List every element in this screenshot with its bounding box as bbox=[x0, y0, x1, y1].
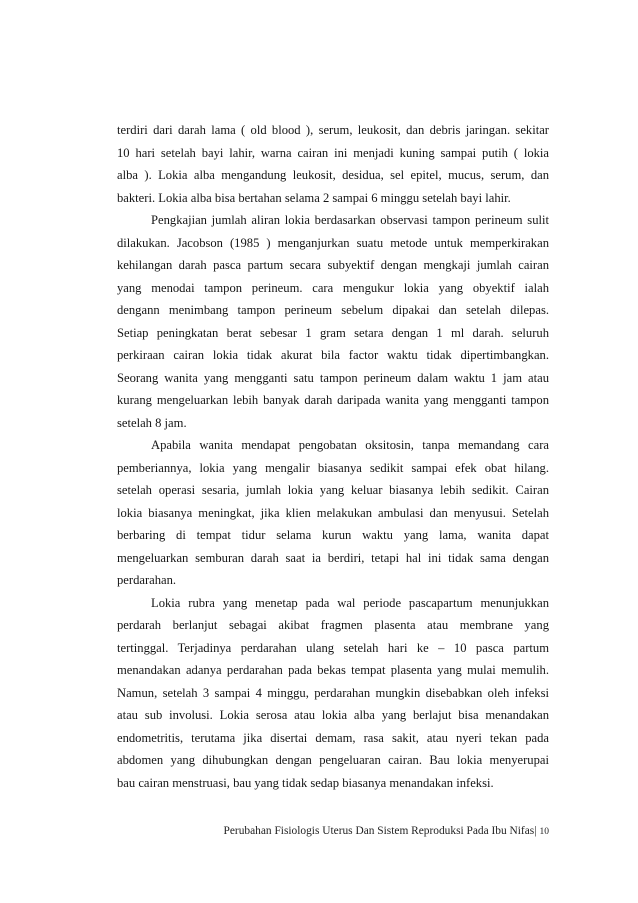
text-line: Lokia rubra yang menetap pada wal periode pascapartum menunjukkan bbox=[151, 595, 549, 610]
text-line: perkiraan cairan lokia tidak akurat bila factor waktu tidak dipertimbangkan. bbox=[117, 348, 549, 362]
text-line: dengann menimbang tampon perineum sebelum dipakai dan setelah dilepas. bbox=[117, 303, 549, 317]
text-line: bakteri. Lokia alba bisa bertahan selama 2 sampai 6 minggu setelah bayi lahir. bbox=[117, 190, 511, 205]
body-text bbox=[117, 119, 549, 794]
text-line: endometritis, terutama jika disertai demam, rasa sakit, atau nyeri tekan pada bbox=[117, 730, 549, 745]
paragraph bbox=[117, 209, 549, 434]
page-number: 10 bbox=[539, 827, 549, 837]
text-line: abdomen yang dihubungkan dengan pengeluaran cairan. Bau lokia menyerupai bbox=[117, 753, 549, 767]
text-line: dilakukan. Jacobson (1985 ) menganjurkan suatu metode untuk memperkirakan bbox=[117, 235, 549, 250]
text-line: Pengkajian jumlah aliran lokia berdasarkan observasi tampon perineum sulit bbox=[151, 213, 549, 227]
text-line: Namun, setelah 3 sampai 4 minggu, perdarahan mungkin disebabkan oleh infeksi bbox=[117, 685, 549, 700]
text-line: tertinggal. Terjadinya perdarahan ulang setelah hari ke – 10 pasca partum bbox=[117, 640, 549, 655]
text-line: perdarahan. bbox=[117, 573, 177, 587]
footer-title: Perubahan Fisiologis Uterus Dan Sistem Reproduksi Pada Ibu Nifas bbox=[223, 825, 535, 837]
paragraph bbox=[117, 592, 549, 795]
text-line: setelah operasi sesaria, jumlah lokia yang keluar biasanya lebih sedikit. Cairan bbox=[117, 483, 549, 497]
text-line: Seorang wanita yang mengganti satu tampon perineum dalam waktu 1 jam atau bbox=[117, 370, 549, 385]
text-line: alba ). Lokia alba mengandung leukosit, desidua, sel epitel, mucus, serum, dan bbox=[117, 168, 549, 182]
text-line: atau sub involusi. Lokia serosa atau lokia alba yang berlajut bisa menandakan bbox=[117, 708, 549, 722]
text-line: pemberiannya, lokia yang mengalir biasanya sedikit sampai efek obat hilang. bbox=[117, 460, 549, 475]
page-footer bbox=[224, 823, 549, 840]
text-line: bau cairan menstruasi, bau yang tidak sedap biasanya menandakan infeksi. bbox=[117, 775, 494, 790]
footer-separator: | bbox=[534, 825, 537, 837]
text-line: kehilangan darah pasca partum secara subyektif dengan mengkaji jumlah cairan bbox=[117, 258, 549, 272]
text-line: berbaring di tempat tidur selama kurun waktu yang lama, wanita dapat bbox=[117, 528, 549, 542]
text-line: menandakan adanya perdarahan pada bekas tempat plasenta yang mulai memulih. bbox=[117, 663, 549, 677]
text-line: 10 hari setelah bayi lahir, warna cairan ini menjadi kuning sampai putih ( lokia bbox=[117, 145, 549, 160]
text-line: yang menodai tampon perineum. cara mengukur lokia yang obyektif ialah bbox=[117, 280, 549, 295]
text-line: mengeluarkan semburan darah saat ia berdiri, tetapi hal ini tidak sama dengan bbox=[117, 550, 549, 565]
text-line: kurang mengeluarkan lebih banyak darah daripada wanita yang mengganti tampon bbox=[117, 393, 549, 407]
paragraph bbox=[117, 119, 549, 209]
text-line: perdarah berlanjut sebagai akibat fragmen plasenta atau membrane yang bbox=[117, 618, 549, 632]
text-line: Apabila wanita mendapat pengobatan oksitosin, tanpa memandang cara bbox=[151, 438, 549, 452]
text-line: setelah 8 jam. bbox=[117, 415, 187, 430]
text-line: Setiap peningkatan berat sebesar 1 gram setara dengan 1 ml darah. seluruh bbox=[117, 325, 549, 340]
text-line: terdiri dari darah lama ( old blood ), serum, leukosit, dan debris jaringan. sekitar bbox=[117, 123, 549, 137]
text-line: lokia biasanya meningkat, jika klien melakukan ambulasi dan menyusui. Setelah bbox=[117, 505, 549, 520]
paragraph bbox=[117, 434, 549, 592]
